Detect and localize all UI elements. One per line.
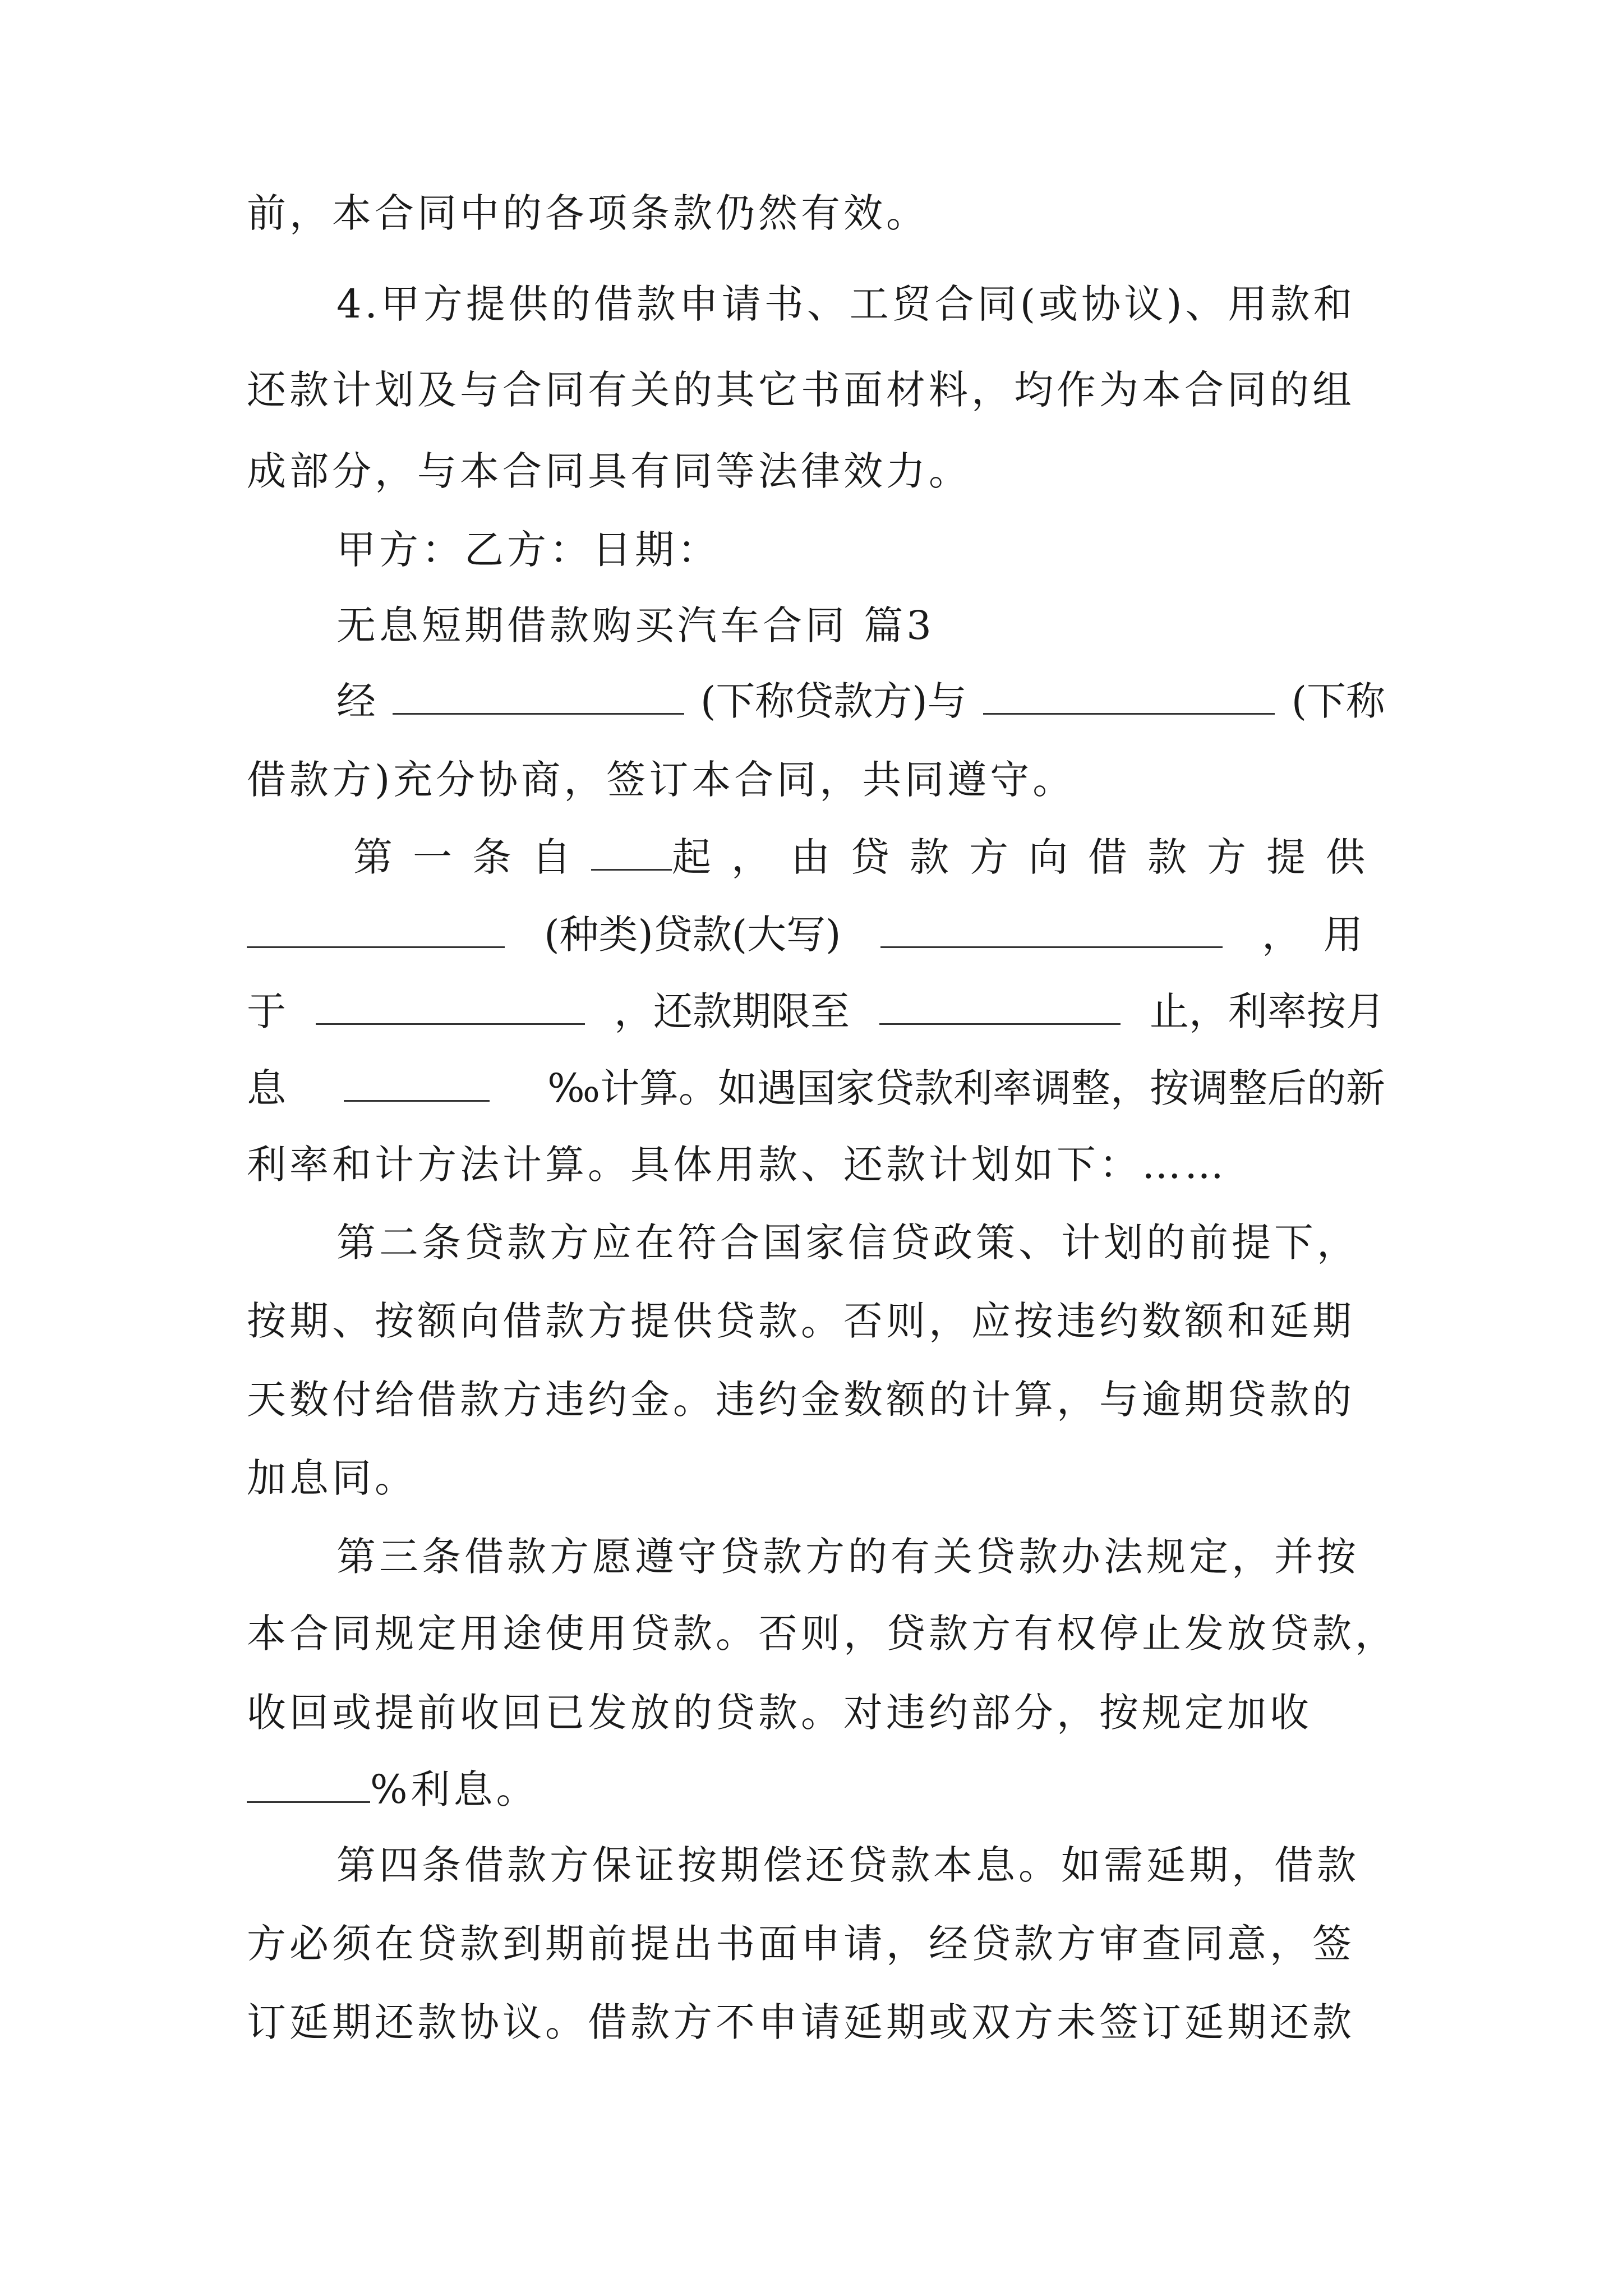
text-line: 天数付给借款方违约金。违约金数额的计算，与逾期贷款的 (247, 1377, 1355, 1423)
text-line: 本合同规定用途使用贷款。否则，贷款方有权停止发放贷款， (247, 1611, 1398, 1657)
text-fragment: ‰计算。如遇国家贷款利率调整，按调整后的新 (547, 1065, 1385, 1111)
text-line (353, 829, 1385, 885)
text-fragment: 止，利率按月 (1150, 988, 1385, 1034)
fill-blank (393, 679, 684, 715)
text-fragment: %利息。 (370, 1766, 539, 1812)
fill-blank (344, 1066, 490, 1102)
fill-blank (880, 913, 1223, 948)
text-fragment: (下称 (1291, 678, 1385, 724)
text-line: 利率和计方法计算。具体用款、还款计划如下：…… (247, 1142, 1227, 1188)
text-fragment: 息 (247, 1065, 286, 1111)
text-line: 4.甲方提供的借款申请书、工贸合同(或协议)、用款和 (336, 281, 1356, 327)
fill-blank (591, 835, 672, 871)
text-fragment: (种类)贷款(大写) (544, 912, 841, 958)
fill-blank (247, 1768, 370, 1803)
text-line: 收回或提前收回已发放的贷款。对违约部分，按规定加收 (247, 1690, 1312, 1736)
text-fragment: 于 (247, 988, 286, 1034)
text-line: 第三条借款方愿遵守贷款方的有关贷款办法规定，并按 (336, 1534, 1359, 1580)
text-fragment: ，用 (1262, 912, 1385, 958)
text-line (336, 673, 1385, 729)
text-line (247, 983, 1385, 1039)
text-line: 第四条借款方保证按期偿还贷款本息。如需延期，借款 (336, 1842, 1359, 1888)
text-line: 还款计划及与合同有关的其它书面材料，均作为本合同的组 (247, 367, 1355, 413)
fill-blank (879, 990, 1121, 1025)
text-line: 订延期还款协议。借款方不申请延期或双方未签订延期还款 (247, 1999, 1355, 2045)
text-fragment: ，还款期限至 (614, 988, 850, 1034)
text-line (247, 907, 1385, 963)
fill-blank (316, 990, 585, 1025)
text-line: 方必须在贷款到期前提出书面申请，经贷款方审查同意，签 (247, 1921, 1355, 1967)
text-line (247, 1060, 1385, 1116)
text-line: 前，本合同中的各项条款仍然有效。 (247, 190, 929, 236)
text-fragment: 第一条自 (353, 834, 591, 880)
fill-blank (247, 913, 505, 948)
text-fragment: 起，由贷款方向借款方提供 (672, 834, 1385, 880)
text-line: 加息同。 (247, 1455, 417, 1501)
text-line (247, 1761, 1385, 1818)
text-line: 成部分，与本合同具有同等法律效力。 (247, 448, 971, 494)
text-line: 借款方)充分协商，签订本合同，共同遵守。 (247, 757, 1076, 803)
text-fragment: 经 (336, 678, 376, 724)
text-line: 第二条贷款方应在符合国家信贷政策、计划的前提下， (336, 1220, 1359, 1266)
fill-blank (983, 679, 1275, 715)
text-fragment: (下称贷款方)与 (700, 678, 967, 724)
signature-line: 甲方：乙方：日期： (336, 527, 720, 573)
text-line: 按期、按额向借款方提供贷款。否则，应按违约数额和延期 (247, 1298, 1355, 1344)
section-heading: 无息短期借款购买汽车合同 篇3 (336, 602, 935, 648)
